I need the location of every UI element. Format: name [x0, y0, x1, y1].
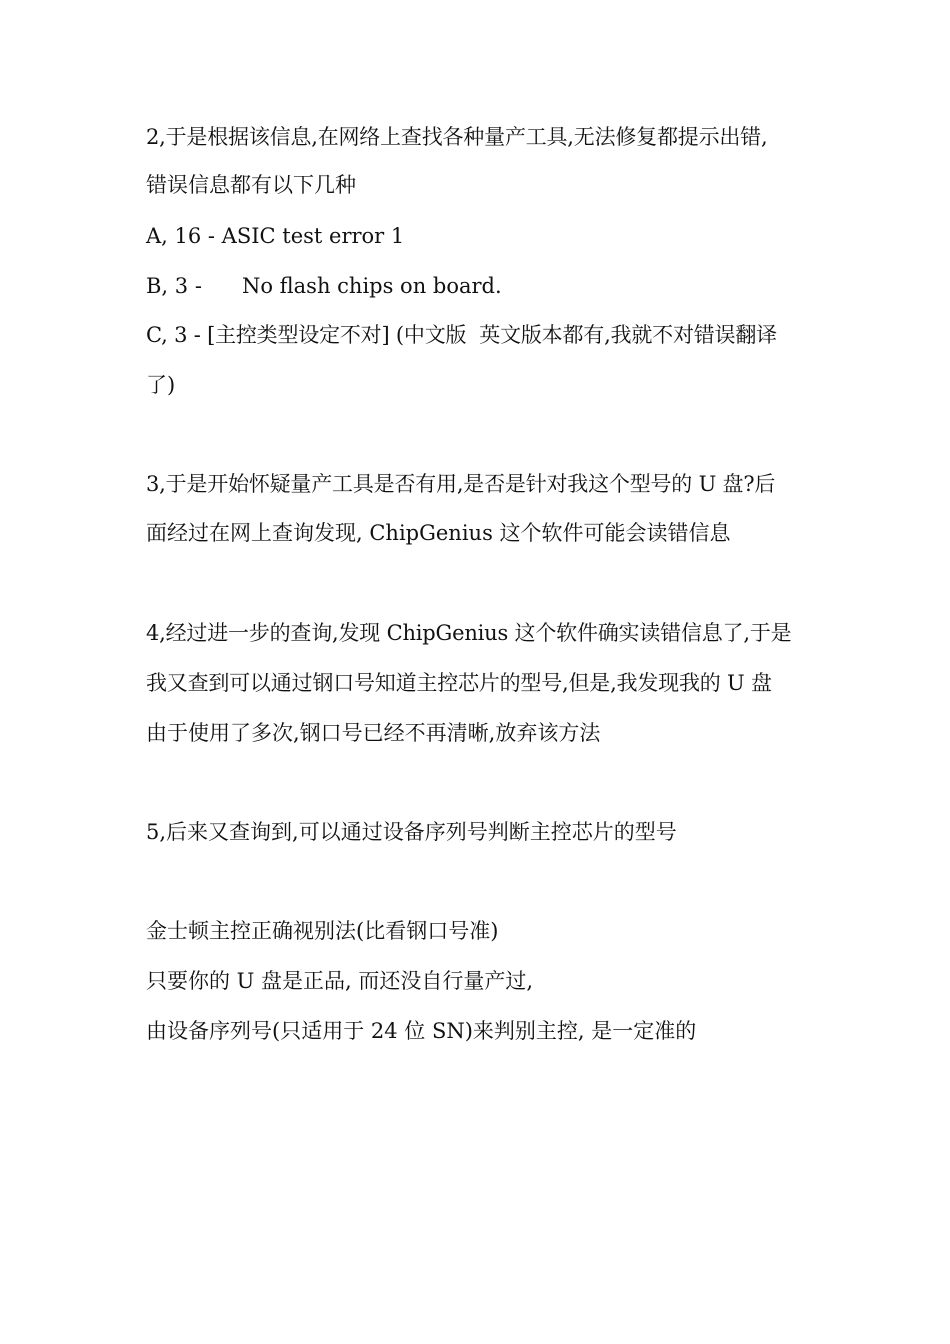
paragraph-4-line-3: 由于使用了多次,钢口号已经不再清晰,放弃该方法 [146, 721, 601, 745]
paragraph-2-line-2: 错误信息都有以下几种 [146, 173, 356, 197]
paragraph-4-line-1: 4,经过进一步的查询,发现 ChipGenius 这个软件确实读错信息了,于是 [146, 621, 792, 645]
error-item-c-line-2: 了) [146, 373, 176, 397]
paragraph-3-line-1: 3,于是开始怀疑量产工具是否有用,是否是针对我这个型号的 U 盘?后 [146, 472, 776, 496]
paragraph-2-line-1: 2,于是根据该信息,在网络上查找各种量产工具,无法修复都提示出错, [146, 125, 768, 149]
paragraph-5: 5,后来又查询到,可以通过设备序列号判断主控芯片的型号 [146, 820, 677, 844]
kingston-note-2: 由设备序列号(只适用于 24 位 SN)来判别主控, 是一定准的 [146, 1019, 697, 1043]
kingston-note-1: 只要你的 U 盘是正品, 而还没自行量产过, [146, 969, 534, 993]
error-item-a: A, 16 - ASIC test error 1 [146, 224, 405, 248]
paragraph-4-line-2: 我又查到可以通过钢口号知道主控芯片的型号,但是,我发现我的 U 盘 [146, 671, 772, 695]
error-item-b: B, 3 - No flash chips on board. [146, 274, 502, 298]
error-item-c-line-1: C, 3 - [主控类型设定不对] (中文版 英文版本都有,我就不对错误翻译 [146, 323, 777, 347]
paragraph-3-line-2: 面经过在网上查询发现, ChipGenius 这个软件可能会读错信息 [146, 521, 731, 545]
kingston-heading: 金士顿主控正确视别法(比看钢口号准) [146, 919, 499, 943]
